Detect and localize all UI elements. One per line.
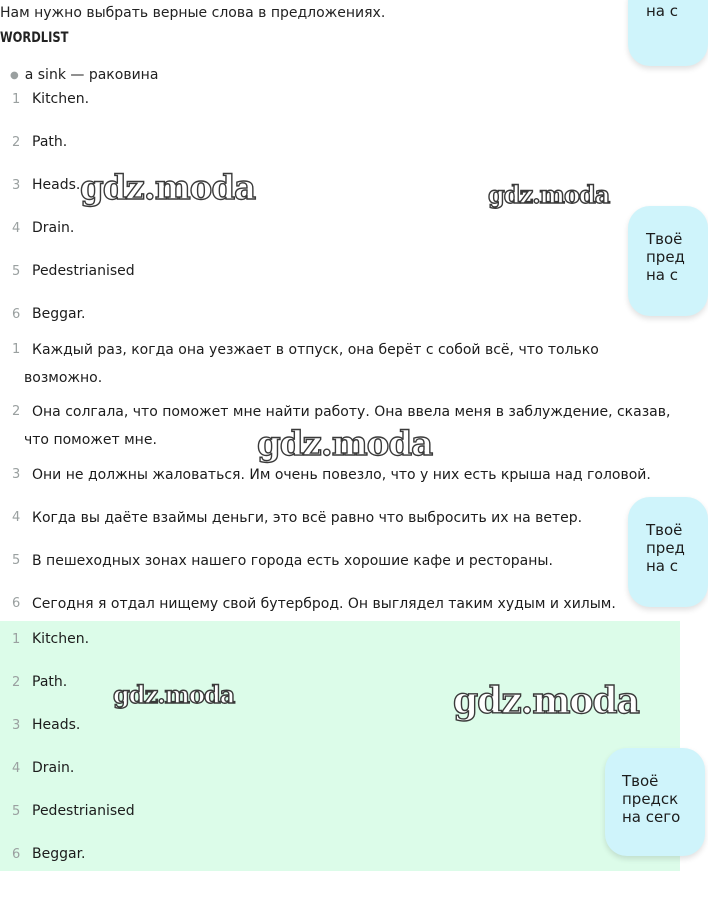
item-number: 2: [12, 404, 21, 419]
item-text: Когда вы даёте взаймы деньги, это всё равно что выбросить их на ветер.: [32, 510, 583, 526]
translation-item: [0, 504, 676, 532]
item-text: Drain.: [32, 220, 75, 236]
tip-bubble[interactable]: [628, 497, 708, 607]
item-text: Drain.: [32, 760, 75, 776]
answer-block: [0, 621, 680, 871]
item-number: 3: [12, 467, 21, 482]
item-text: Path.: [32, 674, 68, 690]
item-text: Pedestrianised: [32, 263, 135, 279]
item-text: Каждый раз, когда она уезжает в отпуск, она берёт с собой всё, что только возможно.: [24, 342, 599, 386]
tip-bubble[interactable]: [628, 206, 708, 316]
tip-bubble[interactable]: [628, 0, 708, 66]
watermark: gdz.moda: [80, 168, 256, 208]
item-text: Они не должны жаловаться. Им очень повезло, что у них есть крыша над головой.: [32, 467, 651, 483]
watermark: gdz.moda: [453, 680, 639, 722]
item-number: 2: [12, 674, 21, 690]
item-text: Kitchen.: [32, 631, 90, 647]
wordlist-heading: WORDLIST: [0, 30, 69, 46]
item-text: Kitchen.: [32, 91, 90, 107]
wordlist-item: [10, 67, 158, 83]
answer-item: [0, 799, 135, 823]
item-number: 2: [12, 134, 21, 150]
item-number: 3: [12, 177, 21, 193]
item-text: В пешеходных зонах нашего города есть хорошие кафе и рестораны.: [32, 553, 553, 569]
item-number: 5: [12, 803, 21, 819]
item-text: Beggar.: [32, 306, 86, 322]
item-number: 4: [12, 760, 21, 776]
bubble-line: пред: [646, 248, 685, 266]
item-text: Path.: [32, 134, 68, 150]
answer-item: [0, 713, 80, 737]
exercise-item: [0, 173, 80, 197]
item-number: 4: [12, 220, 21, 236]
item-number: 3: [12, 717, 21, 733]
bubble-line: Твоё: [622, 772, 659, 790]
bubble-line: на с: [646, 2, 679, 20]
bubble-line: на с: [646, 266, 679, 284]
item-text: Heads.: [32, 177, 81, 193]
translation-item: [0, 547, 676, 575]
bubble-line: Твоё: [646, 521, 683, 539]
exercise-item: [0, 87, 89, 111]
watermark: gdz.moda: [113, 680, 235, 709]
bullet-icon: ●: [10, 70, 19, 81]
exercise-item: [0, 302, 86, 326]
item-number: 1: [12, 342, 21, 357]
translation-item: [0, 590, 676, 618]
item-number: 1: [12, 91, 21, 107]
item-number: 5: [12, 263, 21, 279]
item-text: Beggar.: [32, 846, 86, 862]
answer-item: [0, 670, 67, 694]
item-number: 5: [12, 553, 21, 568]
wordlist-item-text: a sink — раковина: [24, 67, 159, 83]
answer-item: [0, 756, 74, 780]
translation-item: [0, 461, 676, 489]
item-number: 1: [12, 631, 21, 647]
exercise-item: [0, 259, 135, 283]
watermark: gdz.moda: [488, 180, 610, 209]
item-text: Она солгала, что поможет мне найти работу. Она ввела меня в заблуждение, сказав, что поможет мне.: [24, 404, 671, 448]
bubble-line: на с: [646, 557, 679, 575]
item-number: 6: [12, 846, 21, 862]
tip-bubble[interactable]: [605, 748, 705, 856]
bubble-line: Твоё: [646, 230, 683, 248]
item-text: Pedestrianised: [32, 803, 135, 819]
item-number: 4: [12, 510, 21, 525]
answer-item: [0, 842, 86, 866]
bubble-line: предск: [622, 790, 679, 808]
answer-item: [0, 627, 89, 651]
exercise-item: [0, 130, 67, 154]
item-text: Heads.: [32, 717, 81, 733]
exercise-item: [0, 216, 74, 240]
bubble-line: пред: [646, 539, 685, 557]
item-number: 6: [12, 596, 21, 611]
bubble-line: на сего: [622, 808, 681, 826]
translation-item: [0, 336, 676, 392]
item-number: 6: [12, 306, 21, 322]
watermark: gdz.moda: [257, 424, 433, 464]
item-text: Сегодня я отдал нищему свой бутерброд. Он выглядел таким худым и хилым.: [32, 596, 616, 612]
intro-text: Нам нужно выбрать верные слова в предложениях.: [0, 5, 386, 21]
